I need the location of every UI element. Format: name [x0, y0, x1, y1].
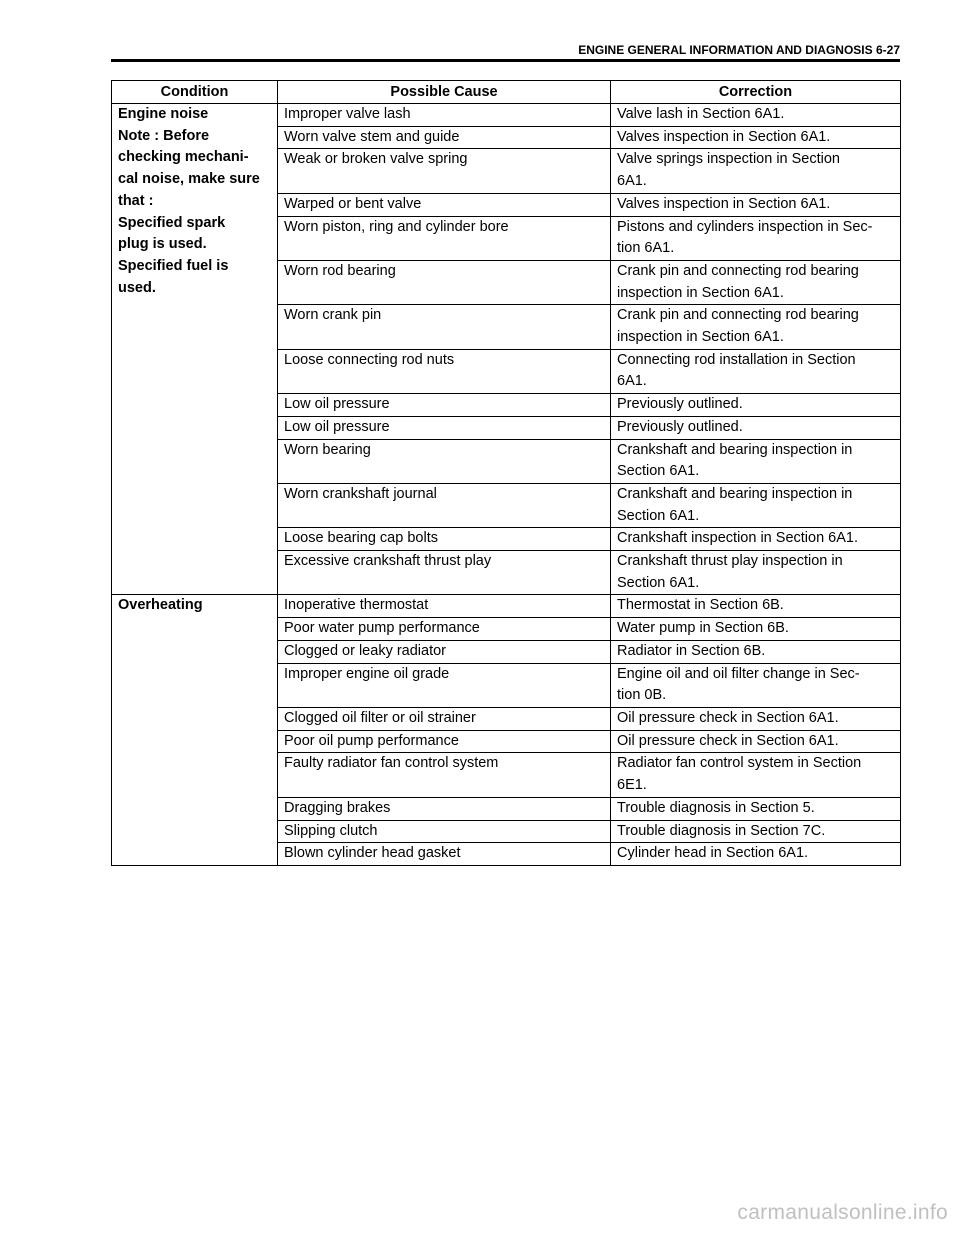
watermark: carmanualsonline.info: [737, 1201, 948, 1224]
correction-line: Trouble diagnosis in Section 7C.: [617, 822, 826, 839]
header-rule: [111, 59, 900, 62]
correction-line: Crankshaft inspection in Section 6A1.: [617, 530, 858, 547]
cause-cell: Worn bearing: [278, 439, 611, 483]
correction-cell: [611, 439, 901, 483]
correction-cell: [611, 349, 901, 393]
cause-cell: Poor water pump performance: [278, 618, 611, 641]
condition-line: that :: [118, 192, 154, 209]
correction-cell: [611, 551, 901, 595]
condition-line: used.: [118, 279, 156, 296]
correction-cell: [611, 305, 901, 349]
table-header-row: [112, 81, 901, 104]
correction-line: Pistons and cylinders inspection in Sec-: [617, 218, 873, 235]
correction-line: Valves inspection in Section 6A1.: [617, 128, 831, 145]
correction-cell: [611, 260, 901, 304]
cause-cell: Loose connecting rod nuts: [278, 349, 611, 393]
table-row: [112, 104, 901, 127]
correction-line: Crankshaft thrust play inspection in: [617, 553, 843, 570]
correction-line: Radiator fan control system in Section: [617, 755, 862, 772]
correction-line: Thermostat in Section 6B.: [617, 597, 784, 614]
correction-line: Valve lash in Section 6A1.: [617, 106, 785, 122]
correction-cell: [611, 216, 901, 260]
correction-line: Section 6A1.: [617, 463, 700, 480]
correction-line: Radiator in Section 6B.: [617, 642, 766, 659]
correction-line: Trouble diagnosis in Section 5.: [617, 799, 815, 816]
correction-line: inspection in Section 6A1.: [617, 329, 784, 346]
column-header-condition: Condition: [112, 81, 278, 104]
condition-cell: [112, 104, 278, 595]
cause-cell: Clogged or leaky radiator: [278, 640, 611, 663]
correction-cell: [611, 797, 901, 820]
condition-line: Note : Before: [118, 127, 210, 144]
correction-cell: [611, 618, 901, 641]
correction-cell: [611, 820, 901, 843]
correction-cell: [611, 595, 901, 618]
correction-line: Previously outlined.: [617, 396, 743, 413]
cause-cell: Worn crankshaft journal: [278, 483, 611, 527]
cause-cell: Poor oil pump performance: [278, 730, 611, 753]
cause-cell: Blown cylinder head gasket: [278, 843, 611, 866]
correction-line: Water pump in Section 6B.: [617, 620, 789, 637]
correction-cell: [611, 416, 901, 439]
cause-cell: Worn valve stem and guide: [278, 126, 611, 149]
correction-line: Valves inspection in Section 6A1.: [617, 195, 831, 212]
cause-cell: Inoperative thermostat: [278, 595, 611, 618]
correction-line: 6A1.: [617, 373, 647, 390]
correction-line: Section 6A1.: [617, 574, 700, 591]
cause-cell: Dragging brakes: [278, 797, 611, 820]
cause-cell: Improper engine oil grade: [278, 663, 611, 707]
cause-cell: Low oil pressure: [278, 416, 611, 439]
cause-cell: Clogged oil filter or oil strainer: [278, 707, 611, 730]
correction-line: Section 6A1.: [617, 507, 700, 524]
correction-line: Cylinder head in Section 6A1.: [617, 845, 809, 862]
condition-line: checking mechani-: [118, 149, 249, 166]
cause-cell: Worn rod bearing: [278, 260, 611, 304]
condition-line: Overheating: [118, 597, 203, 614]
correction-line: Crankshaft and bearing inspection in: [617, 441, 853, 458]
cause-cell: Loose bearing cap bolts: [278, 528, 611, 551]
correction-line: Oil pressure check in Section 6A1.: [617, 709, 839, 726]
correction-cell: [611, 528, 901, 551]
correction-line: Previously outlined.: [617, 418, 743, 435]
correction-cell: [611, 707, 901, 730]
cause-cell: Warped or bent valve: [278, 193, 611, 216]
correction-line: tion 0B.: [617, 687, 667, 704]
correction-line: Crank pin and connecting rod bearing: [617, 307, 859, 324]
correction-cell: [611, 843, 901, 866]
cause-cell: Worn crank pin: [278, 305, 611, 349]
cause-cell: Worn piston, ring and cylinder bore: [278, 216, 611, 260]
correction-line: tion 6A1.: [617, 240, 675, 257]
cause-cell: Low oil pressure: [278, 394, 611, 417]
cause-cell: Excessive crankshaft thrust play: [278, 551, 611, 595]
condition-line: Specified fuel is: [118, 257, 229, 274]
cause-cell: Improper valve lash: [278, 104, 611, 127]
cause-cell: Faulty radiator fan control system: [278, 753, 611, 797]
correction-line: Valve springs inspection in Section: [617, 151, 840, 168]
correction-cell: [611, 149, 901, 193]
correction-cell: [611, 663, 901, 707]
condition-cell: [112, 595, 278, 865]
cause-cell: Weak or broken valve spring: [278, 149, 611, 193]
condition-line: Engine noise: [118, 106, 209, 122]
correction-line: Crank pin and connecting rod bearing: [617, 262, 859, 279]
condition-line: plug is used.: [118, 236, 207, 253]
correction-cell: [611, 394, 901, 417]
correction-cell: [611, 104, 901, 127]
column-header-possible-cause: Possible Cause: [278, 81, 611, 104]
correction-line: Crankshaft and bearing inspection in: [617, 485, 853, 502]
correction-cell: [611, 126, 901, 149]
page-header: ENGINE GENERAL INFORMATION AND DIAGNOSIS 6-27: [578, 43, 900, 57]
correction-line: Engine oil and oil filter change in Sec-: [617, 665, 860, 682]
correction-line: Connecting rod installation in Section: [617, 351, 856, 368]
correction-cell: [611, 640, 901, 663]
correction-line: Oil pressure check in Section 6A1.: [617, 732, 839, 749]
correction-cell: [611, 193, 901, 216]
cause-cell: Slipping clutch: [278, 820, 611, 843]
correction-line: inspection in Section 6A1.: [617, 284, 784, 301]
correction-cell: [611, 730, 901, 753]
table-row: [112, 595, 901, 618]
correction-line: 6A1.: [617, 173, 647, 190]
table-body: [112, 104, 901, 866]
correction-cell: [611, 483, 901, 527]
correction-cell: [611, 753, 901, 797]
column-header-correction: Correction: [611, 81, 901, 104]
diagnosis-table: [111, 80, 901, 866]
condition-line: cal noise, make sure: [118, 171, 260, 188]
condition-line: Specified spark: [118, 214, 226, 231]
correction-line: 6E1.: [617, 777, 647, 794]
